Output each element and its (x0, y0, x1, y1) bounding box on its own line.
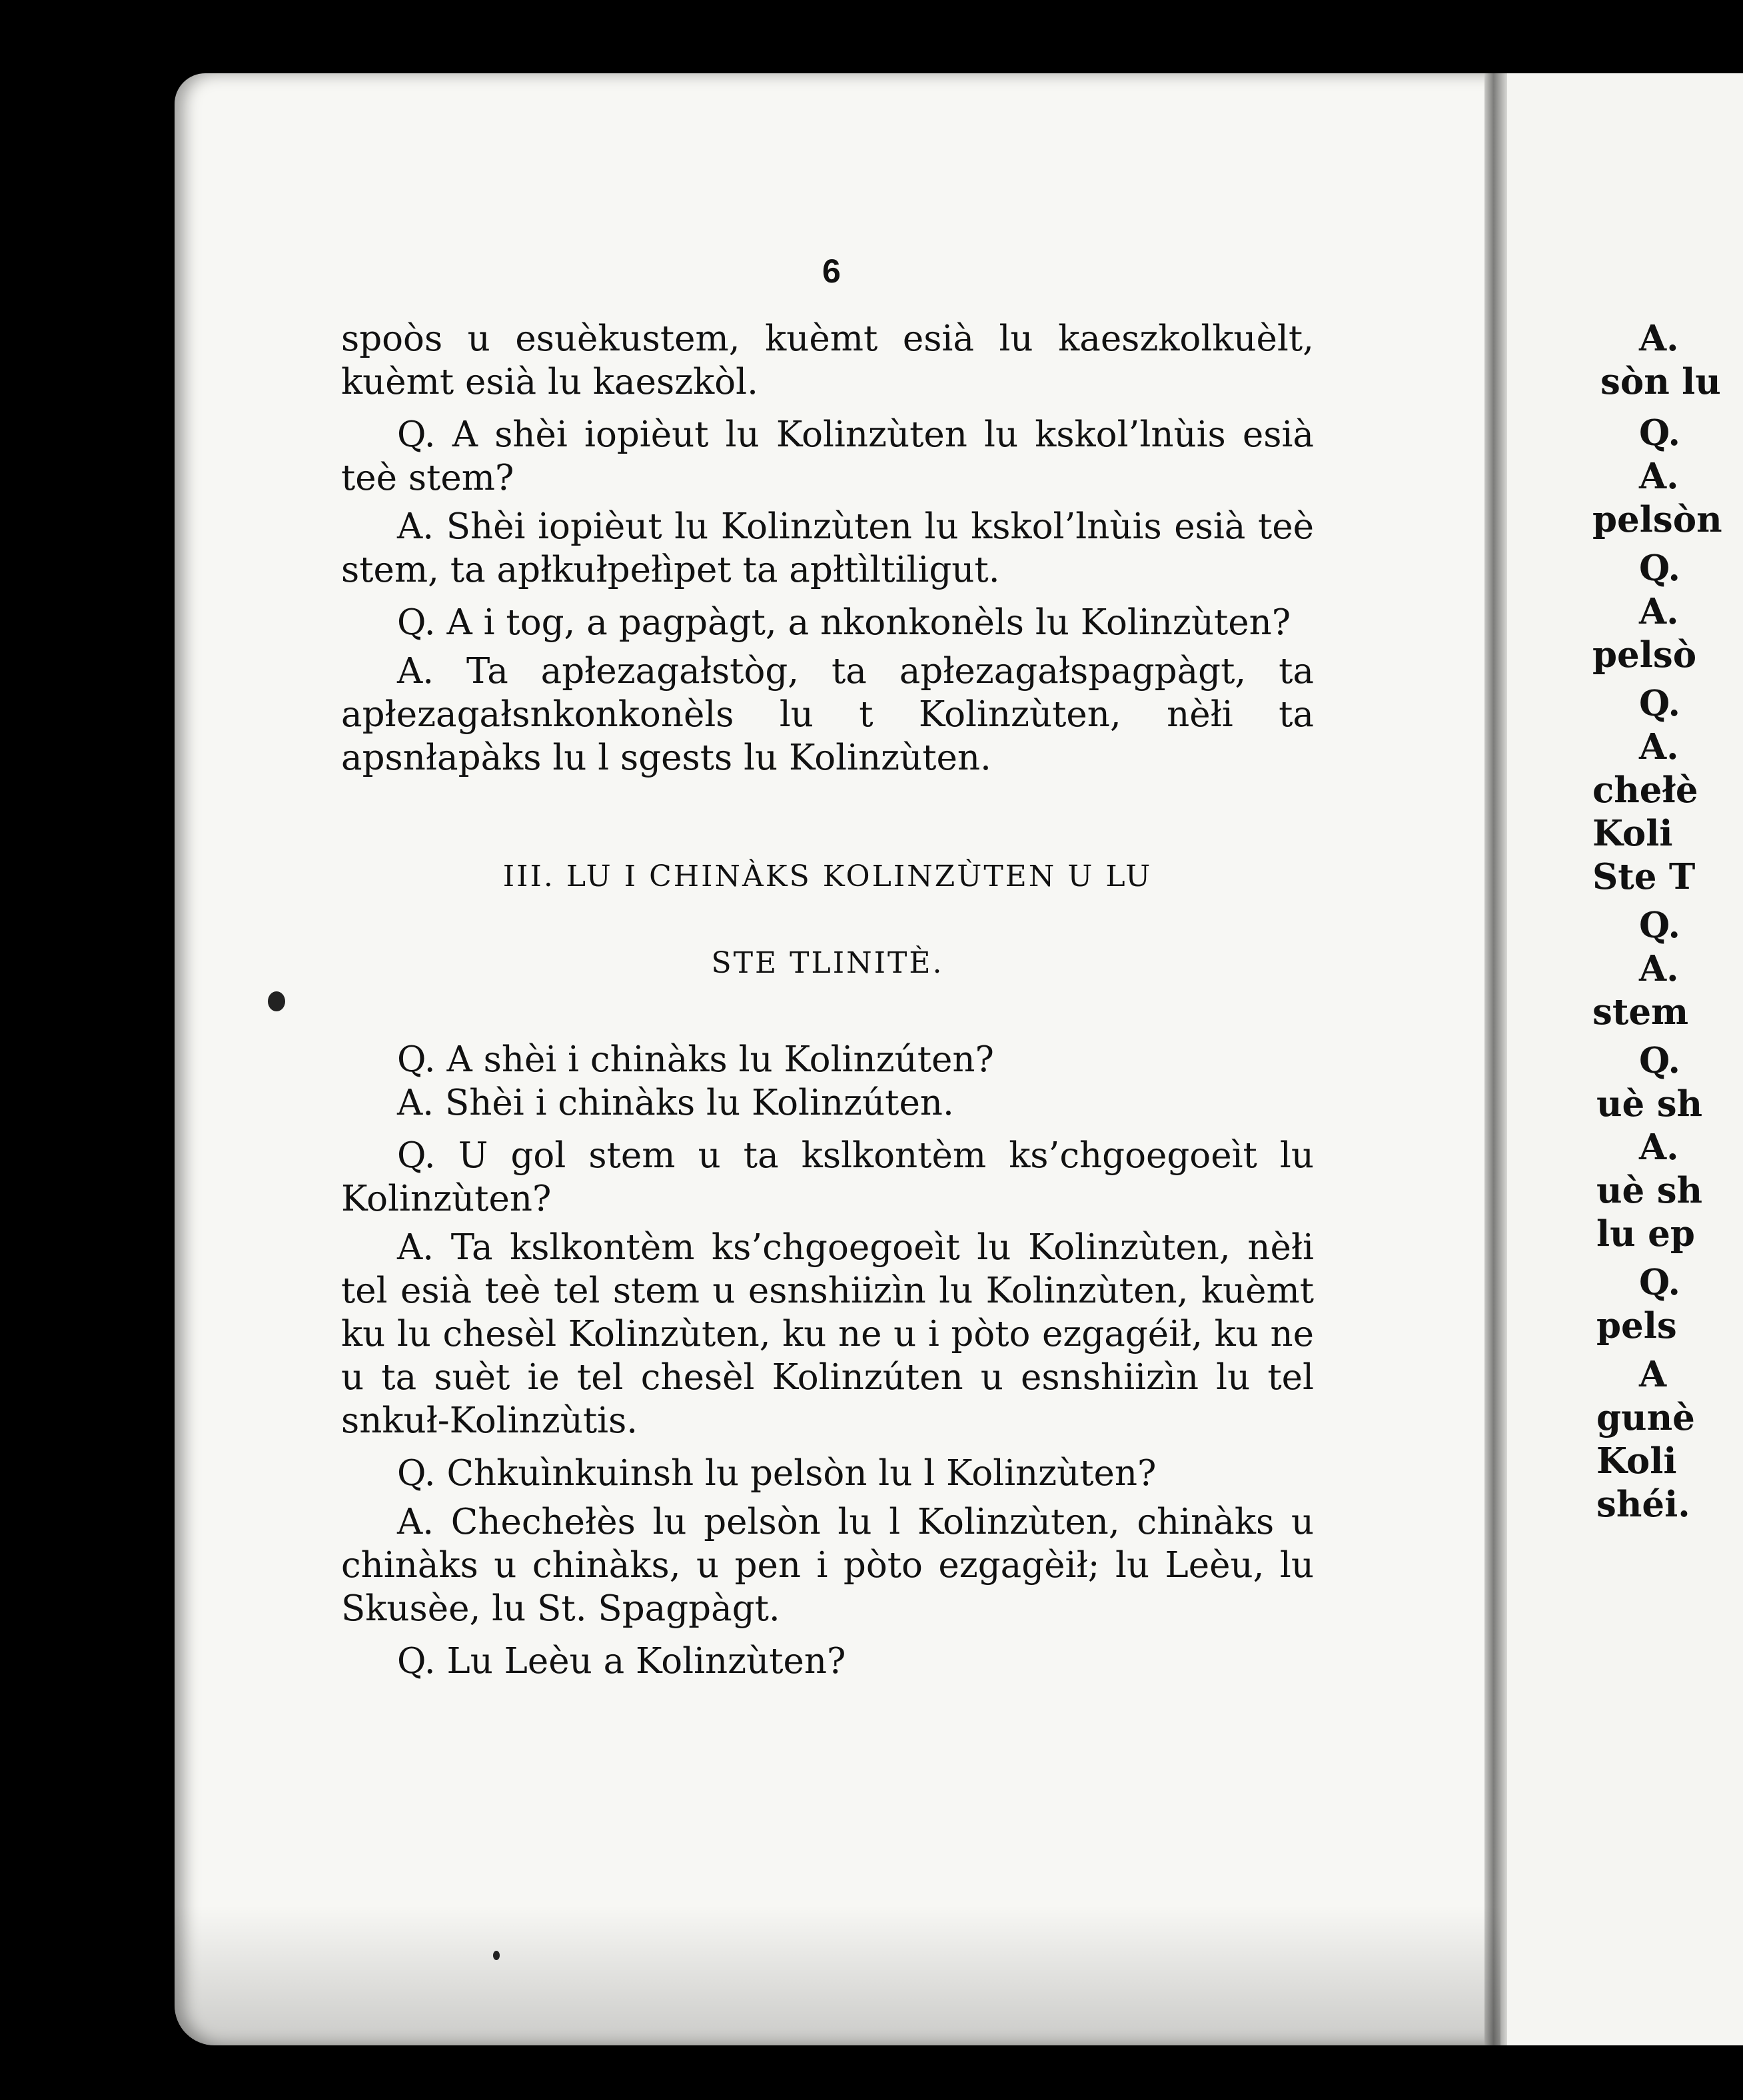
answer: A. Chechełès lu pelsòn lu l Kolinzùten, chinàks u chinàks u chinàks, u pen i pòto ezgagèił; lu Leèu, lu Skusèe, lu St. Spagpàgt. (341, 1502, 1314, 1629)
main-text (341, 317, 1314, 1683)
answer: A. Ta apłezagałstòg, ta apłezagałspagpàgt, ta apłezagałsnkonkonèls lu t Kolinzùten, nèłi ta apsnłapàks lu l sgests lu Kolinzùten. (341, 651, 1314, 778)
question: Q. U gol stem u ta kslkontèm ks’chgoegoeìt lu Kolinzùten? (341, 1135, 1314, 1219)
facing-line: uè sh (1596, 1170, 1703, 1211)
facing-line: A. (1639, 456, 1679, 497)
section-heading-line: STE TLINITÈ. (711, 946, 944, 980)
question: Q. A shèi iopièut lu Kolinzùten lu kskol’lnùis esià teè stem? (341, 414, 1314, 498)
paragraph: spoòs u esuèkustem, kuèmt esià lu kaeszkolkuèlt, kuèmt esià lu kaeszkòl. (341, 318, 1314, 402)
facing-line: Q. (1639, 905, 1680, 946)
facing-line: pelsò (1592, 634, 1697, 676)
facing-line: pelsòn (1592, 499, 1722, 540)
facing-line: lu ep (1596, 1213, 1695, 1255)
facing-line: A. (1639, 948, 1679, 989)
facing-line: Q. (1639, 1040, 1680, 1081)
facing-line: Koli (1592, 813, 1673, 854)
facing-line: uè sh (1596, 1083, 1703, 1125)
facing-line: chełè (1592, 770, 1698, 811)
question: Q. Chkuìnkuinsh lu pelsòn lu l Kolinzùten? (397, 1453, 1157, 1494)
answer: A. Shèi iopièut lu Kolinzùten lu kskol’lnùis esià teè stem, ta apłkułpełìpet ta apłtìltiligut. (341, 506, 1314, 590)
facing-line: A. (1639, 726, 1679, 768)
answer: A. Shèi i chinàks lu Kolinzúten. (397, 1083, 954, 1123)
facing-line: A. (1639, 1127, 1679, 1168)
facing-line: Q. (1639, 683, 1680, 724)
facing-line: Q. (1639, 1262, 1680, 1303)
facing-line: stem (1592, 991, 1689, 1033)
question: Q. A i tog, a pagpàgt, a nkonkonèls lu Kolinzùten? (397, 602, 1291, 643)
facing-line: shéi. (1596, 1484, 1690, 1525)
facing-line: Ste T (1592, 856, 1696, 897)
facing-page-text (1592, 317, 1743, 1526)
section-heading (341, 857, 1314, 983)
section-heading-line: III. LU I CHINÀKS KOLINZÙTEN U LU (502, 859, 1153, 893)
facing-line: Koli (1596, 1440, 1677, 1482)
question: Q. Lu Leèu a Kolinzùten? (397, 1641, 846, 1682)
facing-line: Q. (1639, 548, 1680, 589)
ink-speck (493, 1951, 500, 1960)
page-number: 6 (822, 253, 841, 290)
answer: A. Ta kslkontèm ks’chgoegoeìt lu Kolinzùten, nèłi tel esià teè tel stem u esnshiizìn lu Kolinzùten, kuèmt ku lu chesèl Kolinzùten, ku ne u i pòto ezgagéił, ku ne u ta suèt ie tel chesèl Kolinzúten u esnshiizìn lu tel snkuł-Kolinzùtis. (341, 1227, 1314, 1441)
ink-speck (268, 991, 285, 1011)
facing-line: gunè (1596, 1397, 1695, 1438)
question: Q. A shèi i chinàks lu Kolinzúten? (397, 1039, 994, 1080)
page-shadow (175, 1905, 1500, 2045)
book-gutter (1484, 73, 1507, 2045)
facing-line: A. (1639, 591, 1679, 632)
facing-line: pels (1596, 1305, 1677, 1346)
facing-line: A (1639, 1354, 1667, 1395)
facing-line: Q. (1639, 412, 1680, 454)
facing-line: sòn lu (1600, 361, 1721, 402)
facing-line: A. (1639, 318, 1679, 359)
